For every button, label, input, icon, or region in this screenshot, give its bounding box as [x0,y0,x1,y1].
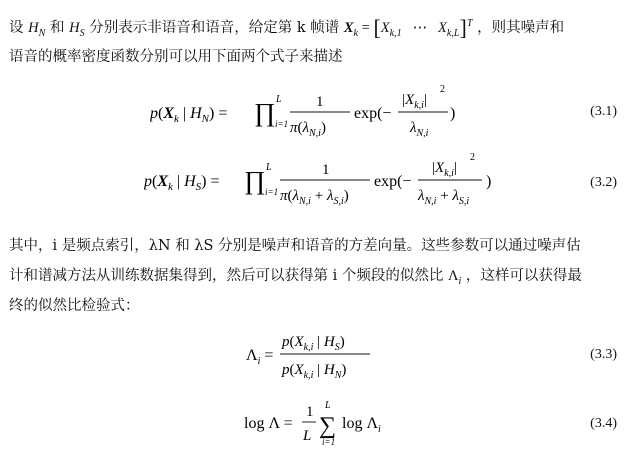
svg-text:i=1: i=1 [322,437,336,447]
explanation-text-a: 计和谱减方法从训练数据集得到，然后可以获得第 i 个频段的似然比 [9,268,444,284]
svg-text:log Λi: $\log \Lambda_i$ [342,415,381,435]
svg-text:∑: ∑ [319,413,337,439]
svg-text:i=1: i=1 [265,187,279,197]
svg-text:exp(−: exp(− [354,105,392,122]
spectrum-vector-definition: $X_k = [X_{k,1}$ ⋯ $X_{k,L}]^T$ [343,15,473,40]
equation-number-3-4: (3.4) [590,416,617,431]
intro-text-3: 分别表示非语音和语音，给定第 k 帧谱 [89,20,340,36]
equation-number-3-2: (3.2) [590,175,617,190]
svg-text:λN,i: $\lambda_{N,i}$ [410,120,429,139]
svg-text:p(Xk | HN) =: $p(X_k$ | $H_N$) = [150,105,228,125]
svg-text:|Xk,i|: $|X_{k,i}|$ [432,160,457,179]
svg-text:2: 2 [440,84,445,95]
svg-text:π(λN,i): $\pi(\lambda_{N,i})$ [290,120,326,139]
equation-3-3 [246,326,386,384]
svg-text:1: 1 [322,162,330,178]
svg-text:π(λN,i + λS,i): $\pi(\lambda_{N,i} + \lambda_{S,i})$ [280,188,349,207]
svg-text:λN,i + λS,i: $\lambda_{N,i} + \lambda_{S,i}$ [418,188,470,207]
svg-text:p(Xk,i | HN): $p(X_{k,i}$ | $H_N$) [282,362,347,381]
svg-text:|Xk,i|: $|X_{k,i}|$ [402,92,427,111]
intro-text-4: ，则其噪声和 [477,20,565,36]
equation-3-2 [144,148,524,214]
svg-text:L: L [303,428,312,444]
intro-text-1: 设 [9,20,24,36]
equation-3-4 [244,396,394,450]
svg-text:1: 1 [316,94,324,110]
intro-paragraph-line1 [9,13,621,43]
equation-number-3-1: (3.1) [590,104,617,119]
svg-text:i=1: i=1 [275,119,289,129]
symbol-lambda-i: $\Lambda_i$ [447,268,462,287]
explanation-paragraph-line3: 终的似然比检验式： [9,298,140,314]
intro-paragraph-line2: 语音的概率密度函数分别可以用下面两个式子来描述 [9,49,343,65]
svg-text:exp(−: exp(− [374,173,412,190]
explanation-text-b: ，这样可以获得最 [465,268,582,284]
svg-text:L: L [266,162,272,173]
explanation-paragraph-line2 [9,262,621,291]
svg-text:2: 2 [470,152,475,163]
svg-text:∏: ∏ [254,98,276,127]
intro-text-2: 和 [49,20,65,36]
svg-text:L: L [276,94,282,105]
svg-text:p(Xk | HS) =: $p(X_k$ | $H_S$) = [144,173,220,193]
explanation-paragraph-line1: 其中，i 是频点索引，λN 和 λS 分别是噪声和语音的方差向量。这些参数可以通过噪声估 [9,238,581,254]
svg-text:): ) [486,173,492,190]
svg-text:∏: ∏ [244,166,266,195]
svg-text:1: 1 [306,404,314,420]
svg-text:log Λ =: log Λ = [244,415,293,432]
equation-number-3-3: (3.3) [590,347,617,362]
equation-3-1 [150,80,490,142]
svg-text:Λi =: $\Lambda_i$ = [246,347,274,367]
svg-text:L: L [325,400,331,411]
symbol-h-s: $H_S$ [69,20,85,39]
svg-text:): ) [450,105,456,122]
svg-text:p(Xk,i | HS): $p(X_{k,i}$ | $H_S$) [282,334,345,353]
symbol-h-n: $H_N$ [28,20,46,39]
